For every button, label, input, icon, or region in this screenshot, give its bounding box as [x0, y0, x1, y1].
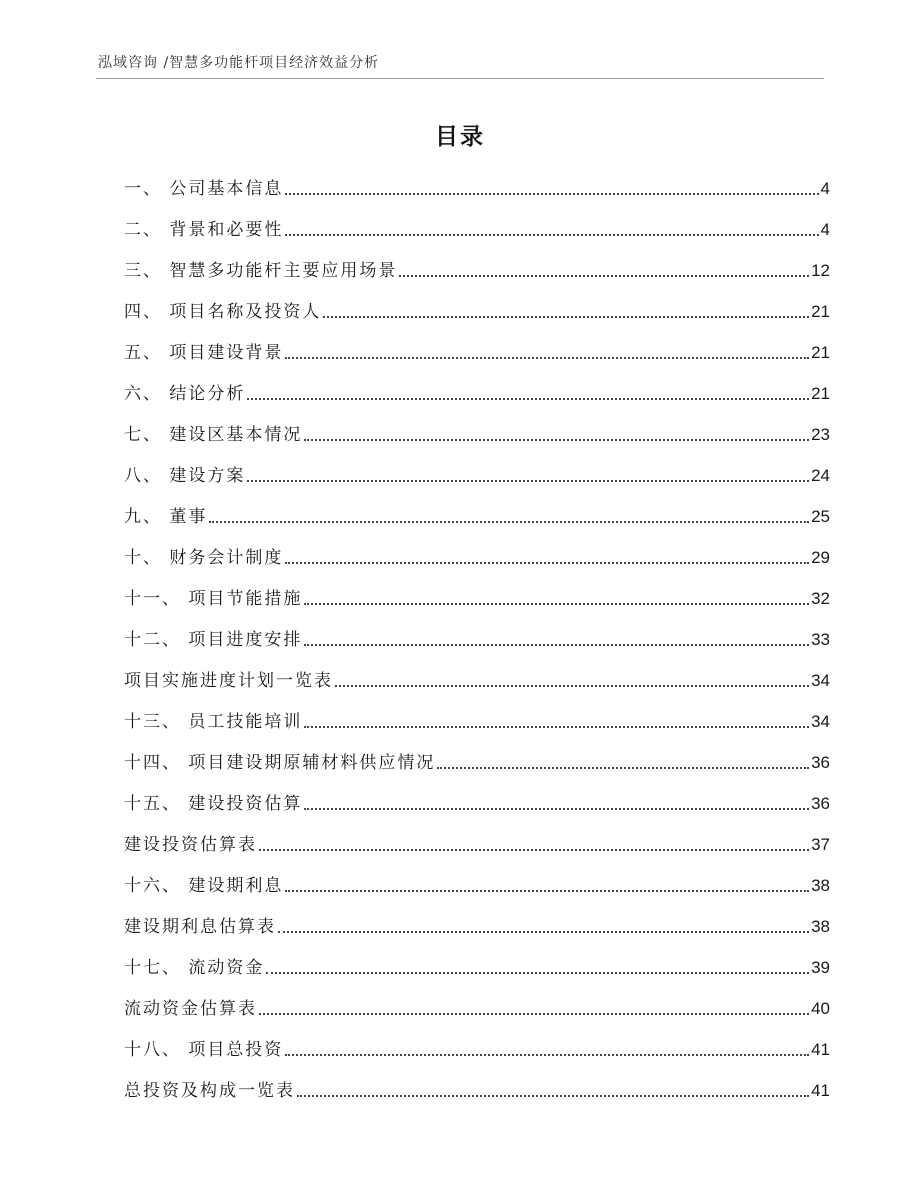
toc-dot-leader	[209, 521, 809, 523]
toc-entry-label: 八、 建设方案	[124, 466, 246, 486]
toc-dot-leader	[304, 644, 809, 646]
toc-entry-page: 40	[811, 999, 830, 1018]
toc-entry-page: 4	[820, 220, 830, 239]
toc-entry-page: 41	[811, 1081, 830, 1100]
toc-entry[interactable]	[124, 782, 830, 823]
toc-entry-label: 十六、 建设期利息	[124, 876, 284, 896]
toc-dot-leader	[259, 1013, 809, 1015]
toc-dot-leader	[323, 316, 809, 318]
toc-entry-label: 十五、 建设投资估算	[124, 794, 303, 814]
toc-entry[interactable]	[124, 167, 830, 208]
toc-entry-label: 二、 背景和必要性	[124, 220, 284, 240]
toc-entry-label: 十二、 项目进度安排	[124, 630, 303, 650]
toc-entry-page: 21	[811, 343, 830, 362]
toc-entry[interactable]	[124, 577, 830, 618]
toc-dot-leader	[278, 931, 809, 933]
toc-dot-leader	[285, 357, 809, 359]
toc-entry[interactable]	[124, 1028, 830, 1069]
toc-entry-page: 36	[811, 753, 830, 772]
toc-entry-label: 十三、 员工技能培训	[124, 712, 303, 732]
toc-dot-leader	[285, 562, 809, 564]
toc-entry-label: 十一、 项目节能措施	[124, 589, 303, 609]
toc-entry-label: 一、 公司基本信息	[124, 179, 284, 199]
toc-entry-page: 21	[811, 384, 830, 403]
toc-dot-leader	[335, 685, 809, 687]
toc-entry-page: 23	[811, 425, 830, 444]
toc-entry-page: 29	[811, 548, 830, 567]
toc-entry-page: 4	[820, 179, 830, 198]
toc-entry[interactable]	[124, 536, 830, 577]
toc-entry-page: 38	[811, 917, 830, 936]
toc-entry[interactable]	[124, 618, 830, 659]
toc-entry-label: 十、 财务会计制度	[124, 548, 284, 568]
toc-dot-leader	[247, 480, 809, 482]
running-header: 泓域咨询 /智慧多功能杆项目经济效益分析	[98, 55, 380, 71]
toc-entry-label: 十七、 流动资金	[124, 958, 265, 978]
toc-entry[interactable]	[124, 208, 830, 249]
toc-entry-label: 七、 建设区基本情况	[124, 425, 303, 445]
toc-entry-label: 总投资及构成一览表	[124, 1081, 295, 1101]
toc-entry[interactable]	[124, 331, 830, 372]
toc-entry-page: 34	[811, 671, 830, 690]
toc-entry-label: 建设投资估算表	[124, 835, 257, 855]
toc-dot-leader	[285, 890, 809, 892]
toc-entry-page: 39	[811, 958, 830, 977]
toc-entry-page: 38	[811, 876, 830, 895]
toc-dot-leader	[304, 726, 809, 728]
toc-entry[interactable]	[124, 249, 830, 290]
toc-entry-label: 项目实施进度计划一览表	[124, 671, 333, 691]
toc-dot-leader	[297, 1095, 809, 1097]
toc-entry-label: 五、 项目建设背景	[124, 343, 284, 363]
toc-entry[interactable]	[124, 823, 830, 864]
toc-entry[interactable]	[124, 1069, 830, 1110]
toc-entry-label: 流动资金估算表	[124, 999, 257, 1019]
toc-entry-page: 33	[811, 630, 830, 649]
toc-entry-label: 十四、 项目建设期原辅材料供应情况	[124, 753, 436, 773]
toc-entry-page: 32	[811, 589, 830, 608]
toc-entry-label: 十八、 项目总投资	[124, 1040, 284, 1060]
toc-entry-page: 12	[811, 261, 830, 280]
toc-entry[interactable]	[124, 946, 830, 987]
toc-entry-page: 21	[811, 302, 830, 321]
toc-dot-leader	[266, 972, 809, 974]
toc-entry[interactable]	[124, 987, 830, 1028]
toc-entry-label: 九、 董事	[124, 507, 208, 527]
toc-entry[interactable]	[124, 413, 830, 454]
toc-entry[interactable]	[124, 864, 830, 905]
toc-entry-label: 建设期利息估算表	[124, 917, 276, 937]
toc-entry-label: 三、 智慧多功能杆主要应用场景	[124, 261, 398, 281]
toc-dot-leader	[399, 275, 809, 277]
toc-dot-leader	[304, 439, 809, 441]
toc-entry[interactable]	[124, 290, 830, 331]
toc-dot-leader	[259, 849, 809, 851]
toc-entry[interactable]	[124, 372, 830, 413]
toc-dot-leader	[247, 398, 809, 400]
toc-entry[interactable]	[124, 659, 830, 700]
toc-entry-page: 37	[811, 835, 830, 854]
toc-entry-page: 25	[811, 507, 830, 526]
toc-dot-leader	[285, 234, 818, 236]
toc-dot-leader	[285, 193, 818, 195]
toc-entry-label: 四、 项目名称及投资人	[124, 302, 322, 322]
toc-entry[interactable]	[124, 700, 830, 741]
toc-entry[interactable]	[124, 741, 830, 782]
toc-entry[interactable]	[124, 454, 830, 495]
toc-title: 目录	[435, 124, 485, 150]
toc-entry-page: 24	[811, 466, 830, 485]
toc-entry-label: 六、 结论分析	[124, 384, 246, 404]
toc-entry-page: 41	[811, 1040, 830, 1059]
toc-entry[interactable]	[124, 495, 830, 536]
table-of-contents	[124, 167, 830, 1110]
header-divider	[96, 78, 824, 79]
toc-dot-leader	[437, 767, 809, 769]
toc-dot-leader	[304, 808, 809, 810]
toc-entry[interactable]	[124, 905, 830, 946]
toc-entry-page: 36	[811, 794, 830, 813]
toc-entry-page: 34	[811, 712, 830, 731]
toc-dot-leader	[304, 603, 809, 605]
toc-dot-leader	[285, 1054, 809, 1056]
